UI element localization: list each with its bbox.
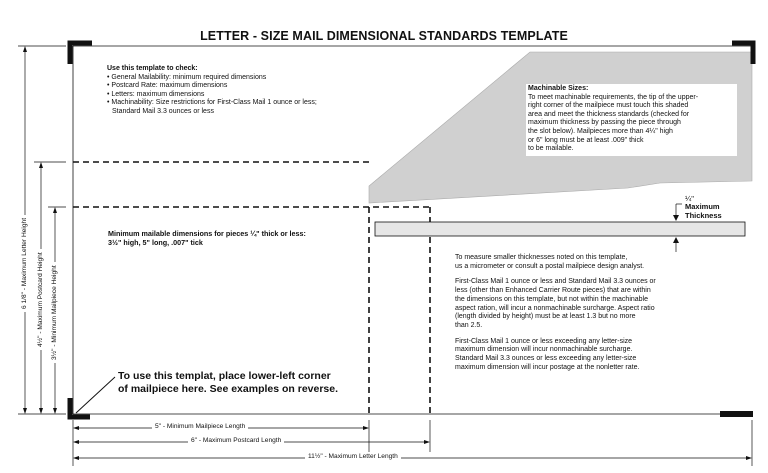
check-heading: Use this template to check:	[107, 65, 198, 72]
postcard-height-label: 4½" - Maximum Postcard Height	[37, 249, 44, 350]
thickness-slot	[375, 222, 745, 236]
machinable-heading: Machinable Sizes:	[528, 85, 589, 92]
machinable-line: or 6" long must be at least .009" thick	[528, 136, 644, 144]
check-item: • Letters: maximum dimensions	[107, 90, 205, 98]
letter-height-label: 6 1/8" - Maximum Letter Height	[21, 215, 28, 312]
check-item: • Postcard Rate: maximum dimensions	[107, 82, 228, 90]
minimum-mailable-note	[108, 229, 306, 247]
min-height-label: 3½" - Minimum Mailpiece Height	[51, 262, 58, 363]
postcard-length-label: 6" - Maximum Postcard Length	[188, 437, 284, 444]
measurement-notes	[455, 254, 680, 379]
check-item-continuation: Standard Mail 3.3 ounces or less	[112, 107, 214, 115]
placement-pointer	[76, 377, 115, 413]
min-mailable-line-1: Minimum mailable dimensions for pieces ¼" thick or less:	[108, 229, 306, 238]
measure-paragraph-1: To measure smaller thicknesses noted on this template, us a micrometer or consult a postal mailpiece design analyst.	[455, 254, 645, 270]
check-item: • Machinability: Size restrictions for First-Class Mail 1 ounce or less;	[107, 99, 317, 107]
machinable-sizes-note	[526, 84, 737, 156]
thickness-quarter: ¼"	[685, 194, 694, 203]
thickness-word-1: Maximum	[685, 202, 720, 212]
machinable-line: the slot below). Mailpieces more than 4¼" high	[528, 127, 673, 135]
measure-paragraph-2: First-Class Mail 1 ounce or less and Standard Mail 3.3 ounces or less (other than Enhanced Carrier Route pieces) that are within the dimensions on this template, but not within the machinable aspect ration, will incur a nonmachinable surcharge. Aspect ratio (length divided by height) must be at least 1.3 but no more than 2.5.	[455, 278, 656, 329]
max-thickness-label	[685, 195, 722, 220]
placement-instruction	[118, 370, 338, 395]
thickness-word-2: Thickness	[685, 210, 722, 220]
corner-bottom-right	[720, 411, 753, 417]
placement-line-1: To use this templat, place lower-left corner	[118, 370, 331, 382]
machinable-line: maximum thickness by passing the piece through	[528, 119, 681, 127]
min-length-label: 5" - Minimum Mailpiece Length	[152, 423, 248, 430]
placement-line-2: of mailpiece here. See examples on reverse.	[118, 382, 339, 395]
check-instructions	[107, 65, 407, 117]
check-item: • General Mailability: minimum required dimensions	[107, 73, 267, 81]
letter-length-label: 11½" - Maximum Letter Length	[305, 453, 401, 460]
machinable-line: right corner of the mailpiece must touch this shaded	[528, 102, 689, 110]
min-mailable-line-2: 3½" high, 5" long, .007" tick	[108, 238, 203, 247]
measure-paragraph-3: First-Class Mail 1 ounce or less exceeding any letter-size maximum dimension will incur nonmachinable surcharge. Standard Mail 3.3 ounces or less exceeding any letter-size maximum dimension will incur postage at the nonletter rate.	[455, 337, 640, 371]
machinable-line: to be mailable.	[528, 145, 574, 153]
machinable-line: area and meet the thickness standards (checked for	[528, 110, 690, 118]
machinable-line: To meet machinable requirements, the tip of the upper-	[528, 93, 699, 101]
page-title: LETTER - SIZE MAIL DIMENSIONAL STANDARDS TEMPLATE	[200, 29, 568, 43]
